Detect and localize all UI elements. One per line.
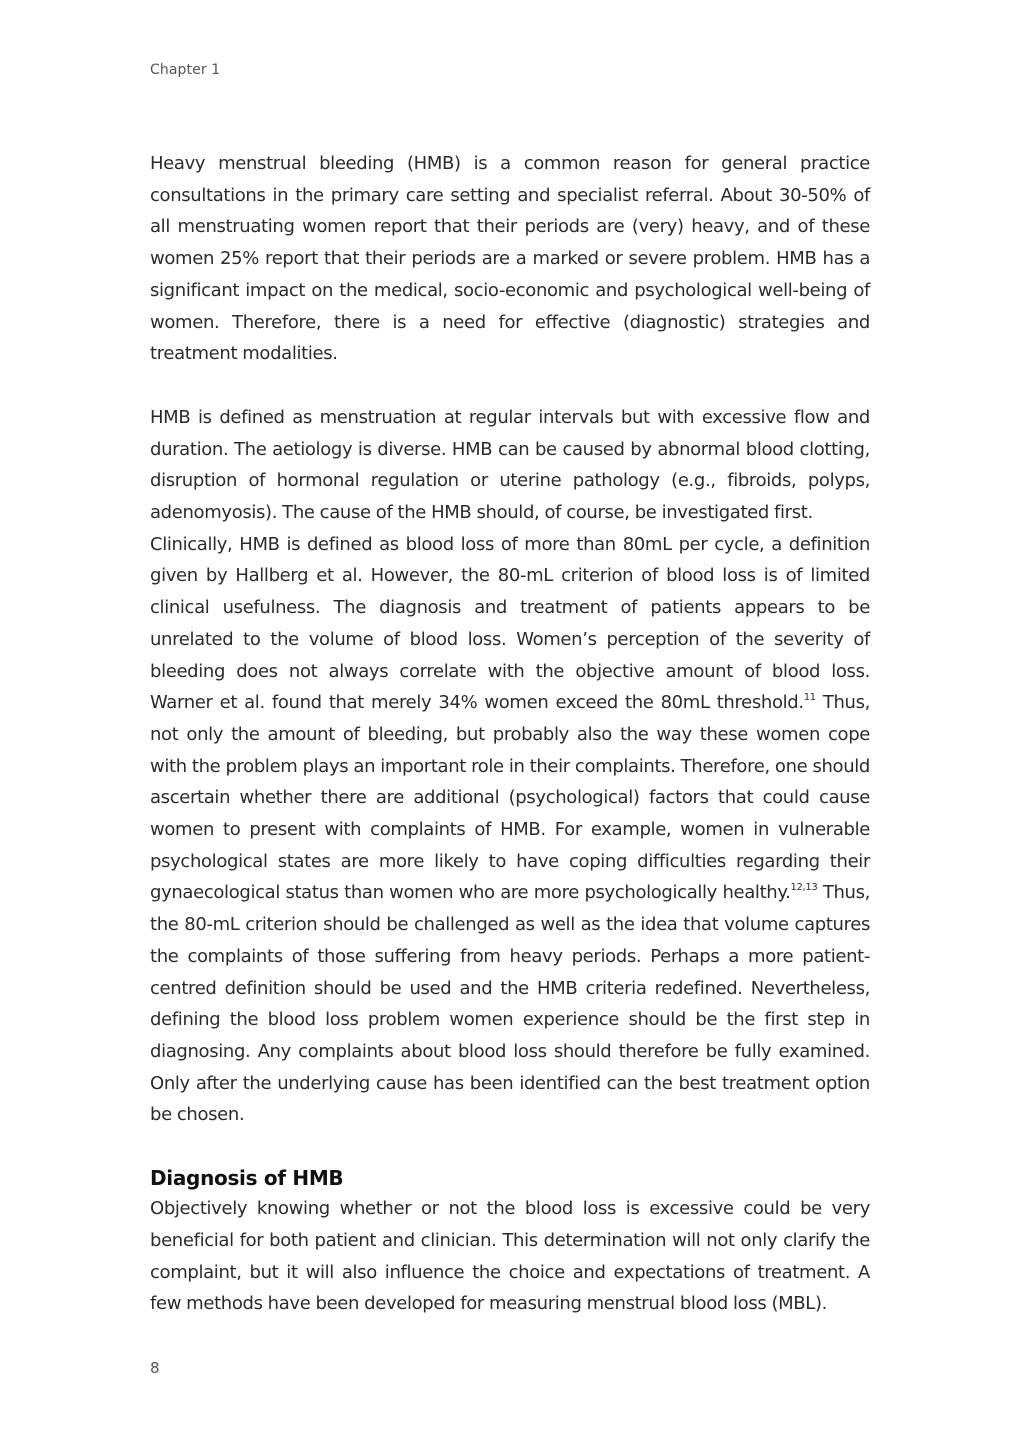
main-text [150, 148, 870, 1320]
paragraph-intro: Heavy menstrual bleeding (HMB) is a common reason for general practice consultations in the primary care setting and specialist referral. About 30-50% of all menstruating women report that their periods are (very) heavy, and of these women 25% report that their periods are a marked or severe problem. HMB has a significant impact on the medical, socio-economic and psychological well-being of women. Therefore, there is a need for effective (diagnostic) strategies and treatment modalities. [150, 153, 870, 365]
paragraph-definition: HMB is defined as menstruation at regular intervals but with excessive flow and duration. The aetiology is diverse. HMB can be caused by abnormal blood clotting, disruption of hormonal regulation or uterine pathology (e.g., fibroids, polyps, adenomyosis). The cause of the HMB should, of course, be investigated first. [150, 406, 870, 524]
section-heading: Diagnosis of HMB [150, 1166, 344, 1191]
running-head: Chapter 1 [150, 62, 221, 78]
paragraph-clinical-definition [150, 529, 870, 1131]
page-number: 8 [150, 1359, 160, 1377]
paragraph-text-part-1: Clinically, HMB is defined as blood loss of more than 80mL per cycle, a definition given by Hallberg et al. However, the 80-mL criterion of blood loss is of limited clinical usefulness. The diagnosis and treatment of patients appears to be unrelated to the volume of blood loss. Women’s perception of the severity of bleeding does not always correlate with the objective amount of blood loss. Warner et al. found that merely 34% women exceed the 80mL threshold. [150, 533, 870, 714]
paragraph-diagnosis: Objectively knowing whether or not the blood loss is excessive could be very beneficial for both patient and clinician. This determination will not only clarify the complaint, but it will also influence the choice and expectations of treatment. A few methods have been developed for measuring menstrual blood loss (MBL). [150, 1198, 870, 1315]
paragraph-text-part-2: Thus, not only the amount of bleeding, but probably also the way these women cope with the problem plays an important role in their complaints. Therefore, one should ascertain whether there are additional (psychological) factors that could cause women to present with complaints of HMB. For example, women in vulnerable psychological states are more likely to have coping difficulties regarding their gynaecological status than women who are more psychologically healthy. [150, 692, 871, 904]
citation-superscript: 11 [803, 692, 816, 704]
citation-superscript: 12,13 [790, 882, 818, 894]
paragraph-text-part-3: Thus, the 80-mL criterion should be challenged as well as the idea that volume captures the complaints of those suffering from heavy periods. Perhaps a more patient-centred definition should be used and the HMB criteria redefined. Nevertheless, defining the blood loss problem women experience should be the first step in diagnosing. Any complaints about blood loss should therefore be fully examined. Only after the underlying cause has been identified can the best treatment option be chosen. [150, 882, 871, 1126]
